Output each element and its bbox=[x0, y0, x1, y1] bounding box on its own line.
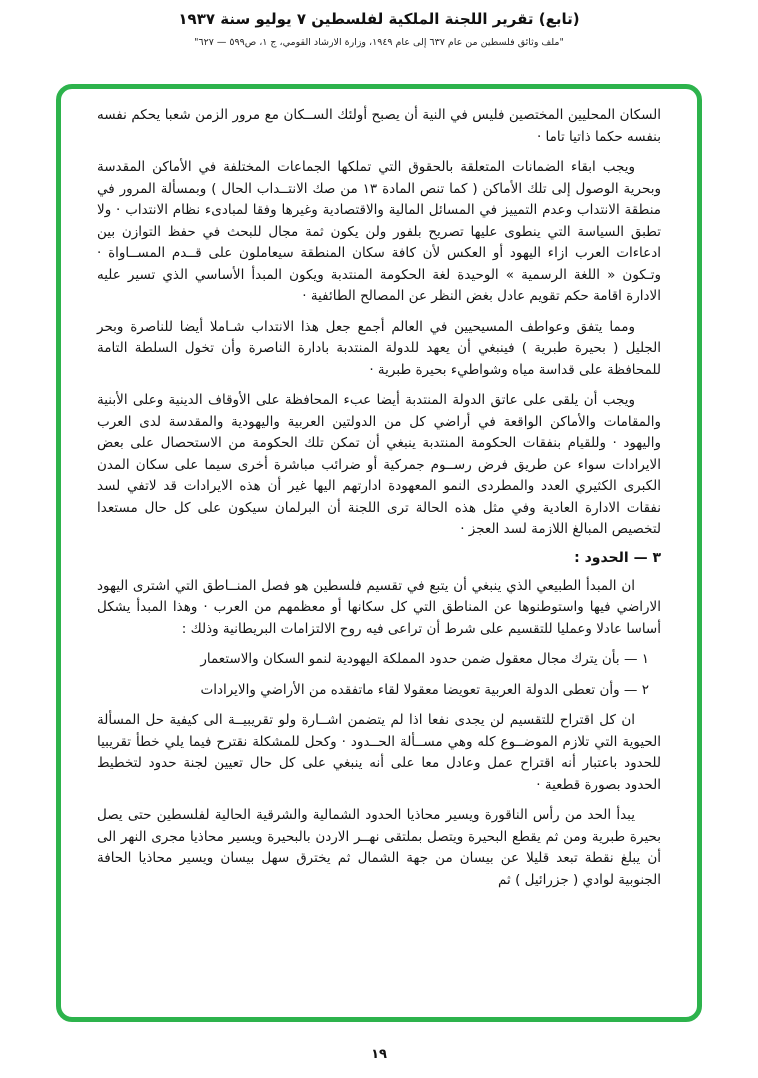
document-title: (تابع) تقرير اللجنة الملكية لفلسطين ٧ يوليو سنة ١٩٣٧ bbox=[178, 10, 580, 28]
paragraph-boundary-description: يبدأ الحد من رأس الناقورة ويسير محاذيا الحدود الشمالية والشرقية الحالية لفلسطين حتى يصل بحيرة طبرية ومن ثم يقطع البحيرة ويتصل بملتقى نهــر الاردن بالبحيرة ويسير محاذيا مجرى النهر الى أن يبلغ نقطة تبعد قليلا عن بيسان من جهة الشمال ثم يخترق سهل بيسان ويسير محاذيا الحافة الجنوبية لوادي ( جزرائيل ) ثم bbox=[97, 807, 661, 888]
paragraph-partition-principle: ان المبدأ الطبيعي الذي ينبغي أن يتبع في تقسيم فلسطين هو فصل المنــاطق التي اشترى اليهود الاراضي فيها واستوطنوها عن المناطق التي كل سكانها أو معظمهم من العرب · وهذا المبدأ يشكل أساسا عادلا وعمليا للتقسيم على شرط أن تراعى فيه روح الالتزامات البريطانية وذلك : bbox=[97, 577, 661, 637]
paragraph-mandatory-state-duties: ويجب أن يلقى على عاتق الدولة المنتدبة أيضا عبء المحافظة على الأوقاف الدينية وعلى الأبنية والمقامات والأماكن الواقعة في أراضي كل من الدولتين العربية واليهودية والمقدسة لدى العرب واليهود · وللقيام بنفقات الحكومة المنتدبة ينبغي أن تمكن تلك الحكومة من الاستحصال على بعض الايرادات سواء عن طريق فرض رســوم جمركية أو ضرائب مباشرة أخرى سيما على سكان المدن الكبرى الكثيري العدد والمطردى النمو المعهودة ادارتهم اليها غير أن هذه الايرادات قد لاتفي لسد نفقات الادارة العادية وفي مثل هذه الحالة ترى اللجنة أن البرلمان سيكون على كل حال مستعدا لتخصيص المبالغ اللازمة لسد العجز · bbox=[97, 392, 661, 537]
content-frame bbox=[56, 84, 702, 1022]
paragraph-guarantees-holy-places: ويجب ابقاء الضمانات المتعلقة بالحقوق التي تملكها الجماعات المختلفة في الأماكن المقدسة وبحرية الوصول إلى تلك الأماكن ( كما تنص المادة ١٣ من صك الانتــداب الحال ) وبمسألة المرور في منطقة الانتداب وعدم التمييز في المسائل المالية والاقتصادية وغيرها وفقا لمبادىء نظام الانتداب · ولا تطبق السياسة التي ينطوى عليها تصريح بلفور ولن يكون ثمة مجال للبحث في حفظ التوازن بين ادعاءات العرب ازاء اليهود أو العكس لأن كافة سكان المنطقة سيعاملون على قــدم المســاواة · وتـكون « اللغة الرسمية » الوحيدة لغة الحكومة المنتدبة ويكون المبدأ الأساسي الذي تسير عليه الادارة اقامة حكم تقويم عادل بغض النظر عن المصالح الطائفية · bbox=[97, 159, 661, 304]
document-source-line: "ملف وثائق فلسطين من عام ٦٣٧ إلى عام ١٩٤٩، وزارة الارشاد القومي، ج ١، ص٥٩٩ — ٦٢٧" bbox=[194, 37, 564, 48]
paragraph-christian-sentiment: ومما يتفق وعواطف المسيحيين في العالم أجمع جعل هذا الانتداب شـاملا أيضا للناصرة وبحر الجليل ( بحيرة طبرية ) فينبغي أن يعهد للدولة المنتدبة بادارة الناصرة وأن تخول السلطة التامة للمحافظة على قداسة مياه وشواطيء بحيرة طبرية · bbox=[97, 318, 661, 378]
page-header bbox=[0, 10, 758, 48]
paragraph-boundary-proposal: ان كل اقتراح للتقسيم لن يجدى نفعا اذا لم يتضمن اشــارة ولو تقريبيــة الى كيفية حل المسألة الحيوية التي تلازم الموضــوع كله وهي مســألة الحــدود · وكحل للمشكلة نقترح فيما يلي خطأ تقريبيا للحدود باعتبار أنه اقتراح عمل وعادل معا على أنه ينبغي على كل حال تعيين لجنة حدود لتخطيط الحدود بصورة قطعية · bbox=[97, 712, 661, 793]
paragraph-local-population: السكان المحليين المختصين فليس في النية أن يصبح أولئك الســكان مع مرور الزمن شعبا يحكم نفسه بنفسه حكما ذاتيا تاما · bbox=[97, 107, 661, 145]
page-number: ١٩ bbox=[371, 1047, 387, 1062]
list-item-arab-state-compensation: ٢ — وأن تعطى الدولة العربية تعويضا معقولا لقاء ماتفقده من الأراضي والايرادات bbox=[200, 681, 649, 698]
section-heading-borders: ٣ — الحدود : bbox=[574, 549, 661, 566]
list-item-jewish-state-growth: ١ — بأن يترك مجال معقول ضمن حدود المملكة اليهودية لنمو السكان والاستعمار bbox=[200, 651, 649, 667]
